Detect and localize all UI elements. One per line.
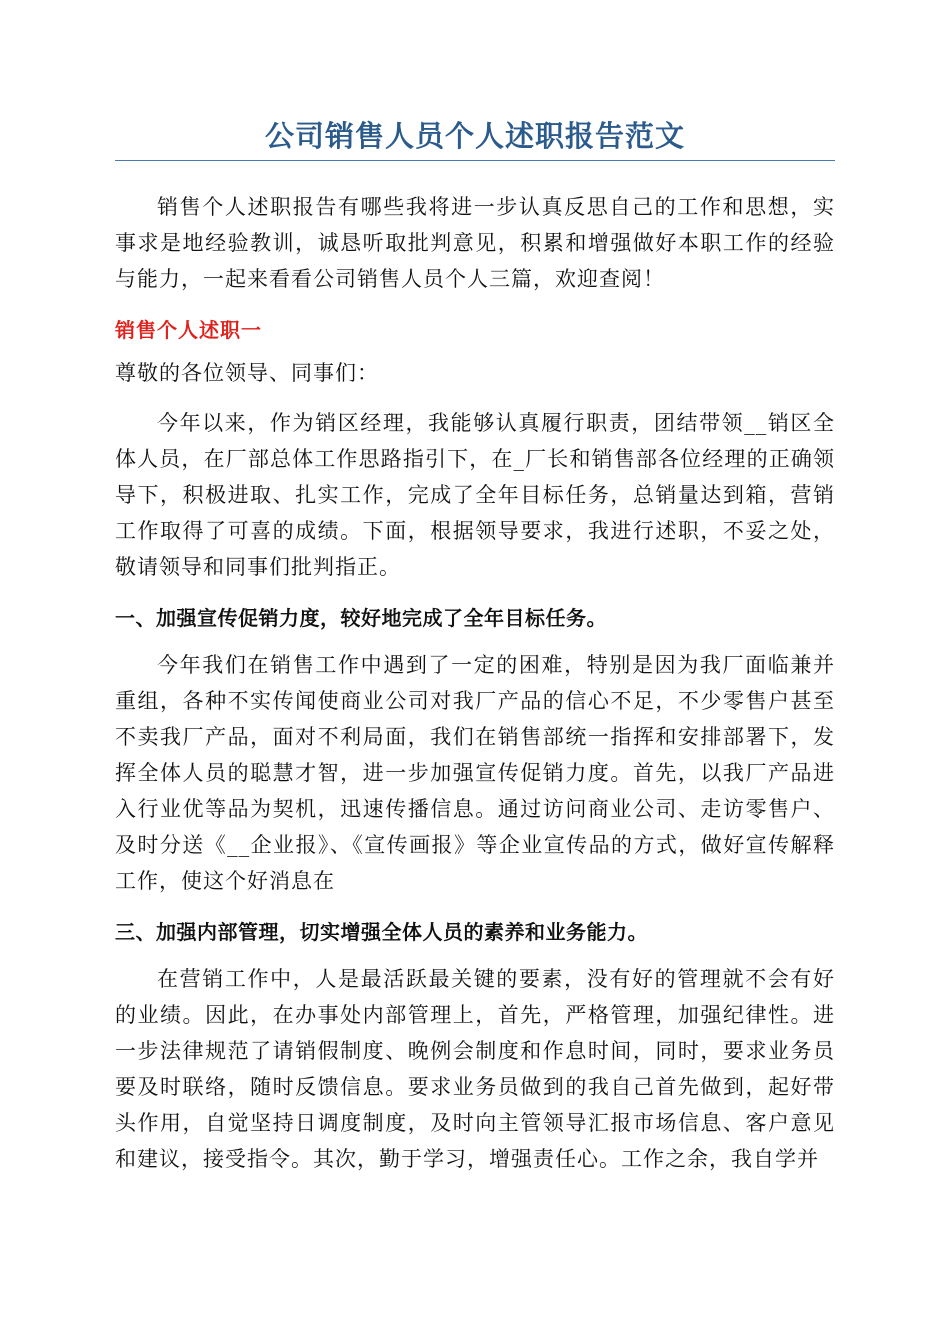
body-paragraph-1: 今年以来，作为销区经理，我能够认真履行职责，团结带领__销区全体人员，在厂部总体工作思路指引下，在_厂长和销售部各位经理的正确领导下，积极进取、扎实工作，完成了全年目标任务，总销量达到箱，营销工作取得了可喜的成绩。下面，根据领导要求，我进行述职，不妥之处，敬请领导和同事们批判指正。 <box>115 411 835 579</box>
section-heading: 销售个人述职一 <box>115 318 262 342</box>
intro-paragraph: 销售个人述职报告有哪些我将进一步认真反思自己的工作和思想，实事求是地经验教训，诚恳听取批判意见，积累和增强做好本职工作的经验与能力，一起来看看公司销售人员个人三篇，欢迎查阅！ <box>115 195 835 291</box>
title-underline <box>115 160 835 161</box>
body-paragraph-3: 在营销工作中，人是最活跃最关键的要素，没有好的管理就不会有好的业绩。因此，在办事处内部管理上，首先，严格管理，加强纪律性。进一步法律规范了请销假制度、晚例会制度和作息时间，同时，要求业务员要及时联络，随时反馈信息。要求业务员做到的我自己首先做到，起好带头作用，自觉坚持日调度制度，及时向主管领导汇报市场信息、客户意见和建议，接受指令。其次，勤于学习，增强责任心。工作之余，我自学并 <box>115 967 835 1171</box>
salutation: 尊敬的各位领导、同事们： <box>115 361 379 385</box>
body-paragraph-2: 今年我们在销售工作中遇到了一定的困难，特别是因为我厂面临兼并重组，各种不实传闻使商业公司对我厂产品的信心不足，不少零售户甚至不卖我厂产品，面对不利局面，我们在销售部统一指挥和安排部署下，发挥全体人员的聪慧才智，进一步加强宣传促销力度。首先，以我厂产品进入行业优等品为契机，迅速传播信息。通过访问商业公司、走访零售户、及时分送《__企业报》、《宣传画报》等企业宣传品的方式，做好宣传解释工作，使这个好消息在 <box>115 653 835 893</box>
document-title: 公司销售人员个人述职报告范文 <box>264 119 685 153</box>
subheading-3: 三、加强内部管理，切实增强全体人员的素养和业务能力。 <box>115 920 648 944</box>
subheading-1: 一、加强宣传促销力度，较好地完成了全年目标任务。 <box>115 606 607 630</box>
